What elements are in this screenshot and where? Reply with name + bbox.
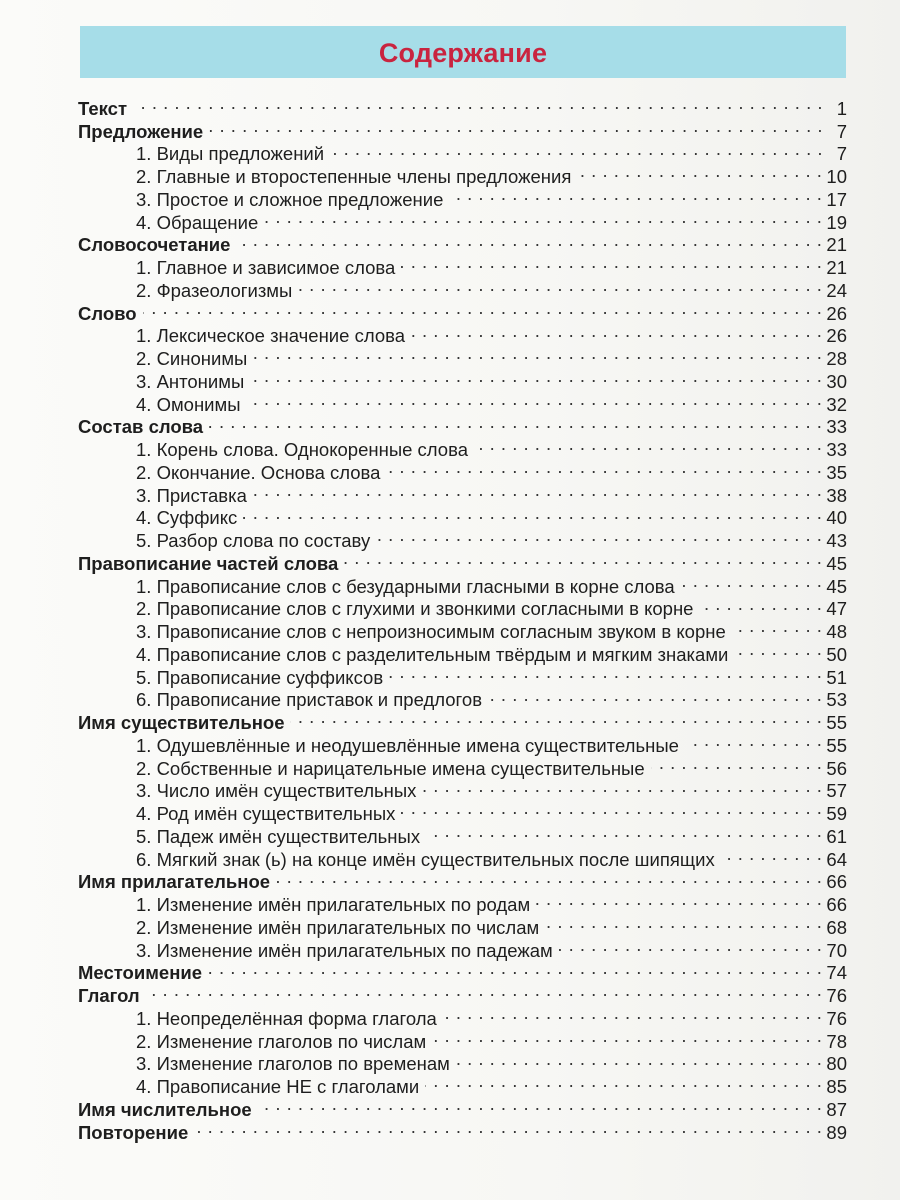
toc-page-number: 47 xyxy=(826,598,847,620)
toc-entry-title: Имя прилагательное xyxy=(78,871,271,893)
toc-entry-title: 1. Правописание слов с безударными гласными в корне слова xyxy=(136,575,675,597)
dot-leader xyxy=(401,797,822,820)
toc-page-number: 21 xyxy=(826,257,847,278)
toc-page-number: 10 xyxy=(826,166,847,187)
toc-page-number: 76 xyxy=(826,985,847,1006)
toc-entry-title: 1. Корень слова. Однокоренные слова xyxy=(136,439,468,460)
toc-page-number: 28 xyxy=(826,348,847,369)
dot-leader xyxy=(250,365,822,388)
toc-entry-title: 3. Простое и сложное предложение xyxy=(136,188,444,210)
toc-page-number: 48 xyxy=(826,621,847,642)
toc-entry-title: 4. Омонимы xyxy=(136,393,241,415)
toc-section-row[interactable] xyxy=(78,297,847,324)
dot-leader xyxy=(253,479,823,502)
toc-page-number: 45 xyxy=(826,552,847,574)
toc-entry-title: 4. Род имён существительных xyxy=(136,803,396,824)
toc-entry-title: 3. Приставка xyxy=(136,484,247,506)
toc-entry-title: Словосочетание xyxy=(78,234,231,256)
dot-leader xyxy=(681,570,823,593)
toc-page-number: 85 xyxy=(826,1076,847,1097)
toc-entry-title: Слово xyxy=(78,302,137,324)
dot-leader xyxy=(474,433,822,456)
contents-header-band xyxy=(80,26,846,78)
toc-entry-title: Глагол xyxy=(78,985,140,1006)
toc-page-number: 70 xyxy=(826,939,847,961)
toc-page-number: 26 xyxy=(826,302,847,324)
dot-leader xyxy=(386,456,822,479)
dot-leader xyxy=(426,820,822,843)
dot-leader xyxy=(290,706,822,729)
dot-leader xyxy=(146,979,823,1002)
toc-page-number: 59 xyxy=(826,803,847,824)
toc-entry-title: 1. Неопределённая форма глагола xyxy=(136,1007,437,1029)
dot-leader xyxy=(651,752,823,775)
toc-section-row[interactable] xyxy=(78,979,847,1006)
dot-leader xyxy=(330,138,823,161)
dot-leader xyxy=(209,115,823,138)
dot-leader xyxy=(577,160,822,183)
dot-leader xyxy=(247,388,823,411)
toc-entry-title: Состав слова xyxy=(78,416,204,438)
toc-page-number: 87 xyxy=(826,1098,847,1120)
dot-leader xyxy=(422,775,822,798)
toc-entry-title: 4. Суффикс xyxy=(136,507,238,529)
toc-entry-title: 1. Виды предложений xyxy=(136,143,325,165)
toc-page-number: 38 xyxy=(826,484,847,506)
toc-entry-title: 4. Обращение xyxy=(136,211,259,233)
dot-leader xyxy=(264,206,822,229)
toc-entry-title: 5. Падеж имён существительных xyxy=(136,825,421,847)
dot-leader xyxy=(209,411,822,434)
dot-leader xyxy=(236,229,822,252)
toc-entry-title: 6. Правописание приставок и предлогов xyxy=(136,689,483,711)
toc-page-number: 45 xyxy=(826,575,847,597)
toc-page-number: 30 xyxy=(826,370,847,392)
toc-page-number: 80 xyxy=(826,1053,847,1075)
dot-leader xyxy=(194,1116,822,1139)
toc-page-number: 50 xyxy=(826,643,847,665)
dot-leader xyxy=(344,547,822,570)
toc-page-number: 26 xyxy=(826,325,847,347)
page-title: Содержание xyxy=(378,37,548,68)
dot-leader xyxy=(411,320,822,343)
toc-page-number: 76 xyxy=(826,1007,847,1029)
toc-entry-title: 1. Изменение имён прилагательных по родам xyxy=(136,894,531,915)
toc-entry-title: 3. Изменение глаголов по временам xyxy=(136,1053,450,1075)
toc-entry-title: 1. Главное и зависимое слова xyxy=(136,257,396,278)
toc-page-number: 7 xyxy=(836,120,847,142)
dot-leader xyxy=(443,1002,823,1025)
toc-entry-title: 6. Мягкий знак (ь) на конце имён существительных после шипящих xyxy=(136,848,715,870)
toc-page-number: 56 xyxy=(826,757,847,779)
toc-page-number: 43 xyxy=(826,530,847,551)
toc-entry-title: 2. Изменение глаголов по числам xyxy=(136,1030,427,1052)
dot-leader xyxy=(276,866,822,889)
toc-entry-title: 2. Окончание. Основа слова xyxy=(136,461,381,483)
toc-page-number: 53 xyxy=(826,689,847,711)
dot-leader xyxy=(243,502,822,525)
toc-entry-title: 1. Лексическое значение слова xyxy=(136,325,406,347)
dot-leader xyxy=(143,297,823,320)
dot-leader xyxy=(449,183,822,206)
toc-section-row[interactable] xyxy=(78,115,847,142)
dot-leader xyxy=(559,934,823,957)
toc-page-number: 32 xyxy=(826,393,847,415)
toc-entry-title: 4. Правописание НЕ с глаголами xyxy=(136,1076,420,1097)
dot-leader xyxy=(389,661,822,684)
toc-page-number: 61 xyxy=(826,825,847,847)
toc-entry-title: 5. Разбор слова по составу xyxy=(136,530,371,551)
toc-page-number: 55 xyxy=(826,712,847,733)
dot-leader xyxy=(721,843,823,866)
toc-item-row[interactable] xyxy=(78,1002,847,1029)
toc-page-number: 7 xyxy=(836,143,847,165)
toc-page-number: 40 xyxy=(826,507,847,529)
toc-entry-title: 3. Антонимы xyxy=(136,370,245,392)
dot-leader xyxy=(425,1070,822,1093)
dot-leader xyxy=(133,92,823,115)
toc-page-number: 24 xyxy=(826,279,847,301)
dot-leader xyxy=(699,593,822,616)
toc-section-row[interactable] xyxy=(78,1116,847,1143)
toc-entry-title: 3. Изменение имён прилагательных по падежам xyxy=(136,939,553,961)
toc-entry-title: 2. Фразеологизмы xyxy=(136,279,293,301)
toc-entry-title: 2. Главные и второстепенные члены предложения xyxy=(136,166,572,187)
dot-leader xyxy=(253,342,822,365)
toc-page-number: 89 xyxy=(826,1121,847,1143)
toc-entry-title: 2. Собственные и нарицательные имена существительные xyxy=(136,757,645,779)
dot-leader xyxy=(376,524,822,547)
dot-leader xyxy=(401,251,822,274)
dot-leader xyxy=(488,684,822,707)
toc-entry-title: Имя числительное xyxy=(78,1098,252,1120)
toc-page-number: 33 xyxy=(826,439,847,460)
toc-page-number: 1 xyxy=(836,97,847,119)
toc-page-number: 78 xyxy=(826,1030,847,1052)
dot-leader xyxy=(258,1093,823,1116)
toc-page-number: 66 xyxy=(826,894,847,915)
dot-leader xyxy=(536,888,822,911)
dot-leader xyxy=(432,1025,822,1048)
table-of-contents xyxy=(78,92,847,1143)
toc-entry-title: Имя существительное xyxy=(78,712,285,733)
dot-leader xyxy=(734,638,822,661)
dot-leader xyxy=(298,274,822,297)
toc-entry-title: Местоимение xyxy=(78,962,203,984)
dot-leader xyxy=(545,911,822,934)
dot-leader xyxy=(732,615,823,638)
toc-entry-title: 3. Число имён существительных xyxy=(136,780,417,802)
toc-page-number: 74 xyxy=(826,962,847,984)
toc-entry-title: 3. Правописание слов с непроизносимым согласным звуком в корне xyxy=(136,621,726,642)
toc-page-number: 64 xyxy=(826,848,847,870)
toc-entry-title: Повторение xyxy=(78,1121,189,1143)
toc-entry-title: Предложение xyxy=(78,120,204,142)
toc-entry-title: 5. Правописание суффиксов xyxy=(136,666,384,688)
toc-page-number: 68 xyxy=(826,916,847,938)
dot-leader xyxy=(208,957,822,980)
toc-entry-title: 1. Одушевлённые и неодушевлённые имена существительные xyxy=(136,734,679,756)
toc-page-number: 35 xyxy=(826,461,847,483)
dot-leader xyxy=(456,1048,823,1071)
toc-section-row[interactable] xyxy=(78,92,847,119)
toc-page-number: 51 xyxy=(826,666,847,688)
toc-entry-title: Текст xyxy=(78,97,128,119)
toc-page-number: 55 xyxy=(826,734,847,756)
toc-entry-title: 2. Синонимы xyxy=(136,348,248,369)
toc-page-number: 33 xyxy=(826,416,847,438)
toc-entry-title: 2. Правописание слов с глухими и звонкими согласными в корне xyxy=(136,598,694,620)
dot-leader xyxy=(685,729,823,752)
toc-page-number: 19 xyxy=(826,211,847,233)
toc-page-number: 17 xyxy=(826,188,847,210)
toc-entry-title: 4. Правописание слов с разделительным твёрдым и мягким знаками xyxy=(136,643,729,665)
toc-entry-title: Правописание частей слова xyxy=(78,552,339,574)
toc-entry-title: 2. Изменение имён прилагательных по числам xyxy=(136,916,540,938)
toc-page-number: 66 xyxy=(826,871,847,893)
toc-item-row[interactable] xyxy=(78,320,847,347)
toc-page-number: 57 xyxy=(826,780,847,802)
toc-page-number: 21 xyxy=(826,234,847,256)
